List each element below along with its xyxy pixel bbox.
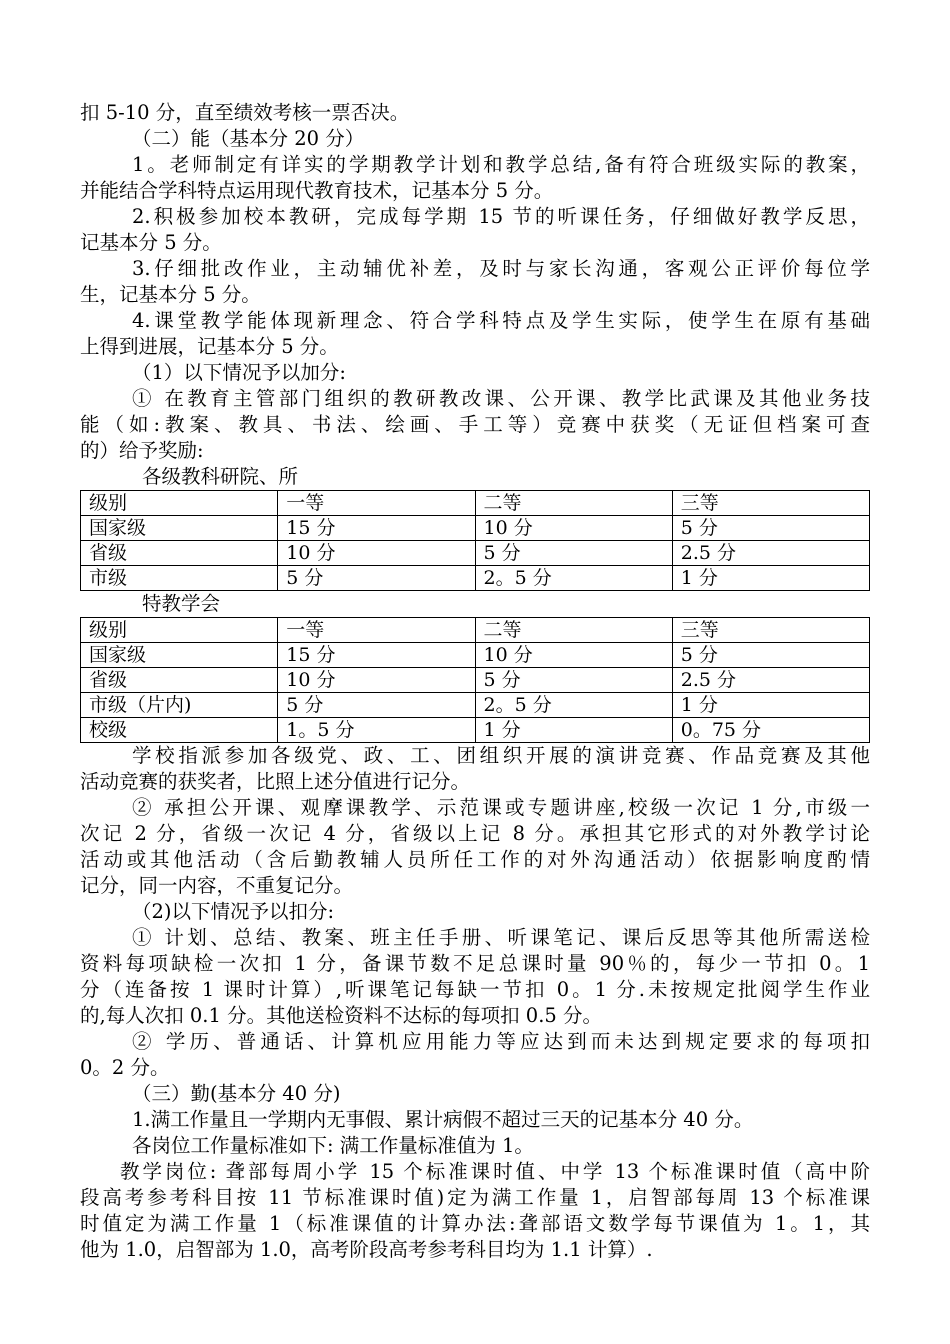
table-header-row — [81, 618, 870, 643]
table-cell: 10 分 — [278, 541, 475, 566]
paragraph-line: 并能结合学科特点运用现代教育技术，记基本分 5 分。 — [80, 179, 554, 202]
table-cell: 2.5 分 — [672, 668, 869, 693]
paragraph-line: 记基本分 5 分。 — [80, 231, 222, 254]
table-cell: 0。75 分 — [672, 718, 869, 743]
paragraph-line: 1.满工作量且一学期内无事假、累计病假不超过三天的记基本分 40 分。 — [132, 1108, 754, 1131]
table-cell: 2.5 分 — [672, 541, 869, 566]
table-cell: 15 分 — [278, 516, 475, 541]
table-cell: 5 分 — [672, 516, 869, 541]
paragraph-line: 能（如:教案、教具、书法、绘画、手工等）竞赛中获奖（无证但档案可查 — [80, 413, 870, 436]
paragraph-line: 活动竞赛的获奖者，比照上述分值进行记分。 — [80, 770, 471, 793]
table-header-row — [81, 491, 870, 516]
table-cell: 市级（片内) — [81, 693, 278, 718]
table-row — [81, 541, 870, 566]
table-header-cell: 三等 — [672, 618, 869, 643]
table-cell: 1 分 — [672, 693, 869, 718]
table-cell: 10 分 — [475, 516, 672, 541]
paragraph-line: 分（连备按 1 课时计算）,听课笔记每缺一节扣 0。1 分.未按规定批阅学生作业 — [80, 978, 870, 1001]
table-header-cell: 二等 — [475, 491, 672, 516]
table-row — [81, 566, 870, 591]
paragraph-line: 生，记基本分 5 分。 — [80, 283, 261, 306]
table-cell: 省级 — [81, 668, 278, 693]
paragraph-line: 2.积极参加校本教研，完成每学期 15 节的听课任务，仔细做好教学反思， — [132, 205, 870, 228]
document-body — [80, 100, 870, 1263]
table2-caption: 特教学会 — [142, 592, 221, 615]
paragraph-line: 扣 5-10 分，直至绩效考核一票否决。 — [80, 101, 410, 124]
table-row — [81, 693, 870, 718]
paragraph-line: ① 在教育主管部门组织的教研教改课、公开课、教学比武课及其他业务技 — [132, 387, 870, 410]
paragraph-line: 的,每人次扣 0.1 分。其他送检资料不达标的每项扣 0.5 分。 — [80, 1004, 603, 1027]
table-cell: 1 分 — [475, 718, 672, 743]
paragraph-line: 0。2 分。 — [80, 1056, 170, 1079]
paragraph-line: 教学岗位: 聋部每周小学 15 个标准课时值、中学 13 个标准课时值（高中阶 — [120, 1160, 870, 1183]
table-cell: 15 分 — [278, 643, 475, 668]
table-cell: 市级 — [81, 566, 278, 591]
paragraph-line: 各岗位工作量标准如下: 满工作量标准值为 1。 — [132, 1134, 534, 1157]
paragraph-line: 时值定为满工作量 1（标准课值的计算办法:聋部语文数学每节课值为 1。1，其 — [80, 1212, 870, 1235]
paragraph-line: 资料每项缺检一次扣 1 分，备课节数不足总课时量 90％的，每少一节扣 0。1 — [80, 952, 870, 975]
paragraphs-top — [80, 100, 870, 464]
paragraph-line: 的）给予奖励: — [80, 439, 204, 462]
table-row — [81, 668, 870, 693]
paragraph-line: 段高考参考科目按 11 节标准课时值)定为满工作量 1，启智部每周 13 个标准课 — [80, 1186, 870, 1209]
table-cell: 国家级 — [81, 516, 278, 541]
table-row — [81, 643, 870, 668]
paragraph-line: （2)以下情况予以扣分: — [132, 900, 335, 923]
paragraph-line: 3.仔细批改作业，主动辅优补差，及时与家长沟通，客观公正评价每位学 — [132, 257, 870, 280]
table-header-cell: 二等 — [475, 618, 672, 643]
table-cell: 1 分 — [672, 566, 869, 591]
table-header-cell: 三等 — [672, 491, 869, 516]
table-cell: 1。5 分 — [278, 718, 475, 743]
paragraph-line: 记分，同一内容，不重复记分。 — [80, 874, 354, 897]
table-cell: 10 分 — [475, 643, 672, 668]
score-table-research-institutes — [80, 490, 870, 591]
paragraph-line: ② 承担公开课、观摩课教学、示范课或专题讲座,校级一次记 1 分,市级一 — [132, 796, 870, 819]
paragraph-line: 1。老师制定有详实的学期教学计划和教学总结,备有符合班级实际的教案， — [132, 153, 870, 176]
table-cell: 省级 — [81, 541, 278, 566]
paragraph-line: 上得到进展，记基本分 5 分。 — [80, 335, 339, 358]
table-header-cell: 级别 — [81, 491, 278, 516]
table-header-cell: 级别 — [81, 618, 278, 643]
paragraph-line: 他为 1.0，启智部为 1.0，高考阶段高考参考科目均为 1.1 计算）. — [80, 1238, 653, 1261]
table-cell: 2。5 分 — [475, 566, 672, 591]
table-cell: 国家级 — [81, 643, 278, 668]
table-cell: 2。5 分 — [475, 693, 672, 718]
paragraphs-bottom — [80, 743, 870, 1263]
table-cell: 5 分 — [475, 668, 672, 693]
paragraph-line: ① 计划、总结、教案、班主任手册、听课笔记、课后反思等其他所需送检 — [132, 926, 870, 949]
table1-caption: 各级教科研院、所 — [142, 465, 299, 488]
table-cell: 5 分 — [278, 693, 475, 718]
table-cell: 校级 — [81, 718, 278, 743]
table-header-cell: 一等 — [278, 618, 475, 643]
table-row — [81, 516, 870, 541]
table-cell: 10 分 — [278, 668, 475, 693]
paragraph-line: 活动或其他活动（含后勤教辅人员所任工作的对外沟通活动）依据影响度酌情 — [80, 848, 870, 871]
table-row — [81, 718, 870, 743]
table-header-cell: 一等 — [278, 491, 475, 516]
table-cell: 5 分 — [475, 541, 672, 566]
paragraph-line: 次记 2 分，省级一次记 4 分，省级以上记 8 分。承担其它形式的对外教学讨论 — [80, 822, 870, 845]
table-cell: 5 分 — [278, 566, 475, 591]
score-table-special-education-society — [80, 617, 870, 743]
paragraph-line: 学校指派参加各级党、政、工、团组织开展的演讲竞赛、作品竞赛及其他 — [132, 744, 870, 767]
paragraph-line: （1）以下情况予以加分: — [132, 361, 346, 384]
paragraph-line: 4.课堂教学能体现新理念、符合学科特点及学生实际，使学生在原有基础 — [132, 309, 870, 332]
paragraph-line: ② 学历、普通话、计算机应用能力等应达到而未达到规定要求的每项扣 — [132, 1030, 870, 1053]
paragraph-line: （二）能（基本分 20 分） — [132, 127, 365, 150]
table-cell: 5 分 — [672, 643, 869, 668]
paragraph-line: （三）勤(基本分 40 分) — [132, 1082, 341, 1105]
